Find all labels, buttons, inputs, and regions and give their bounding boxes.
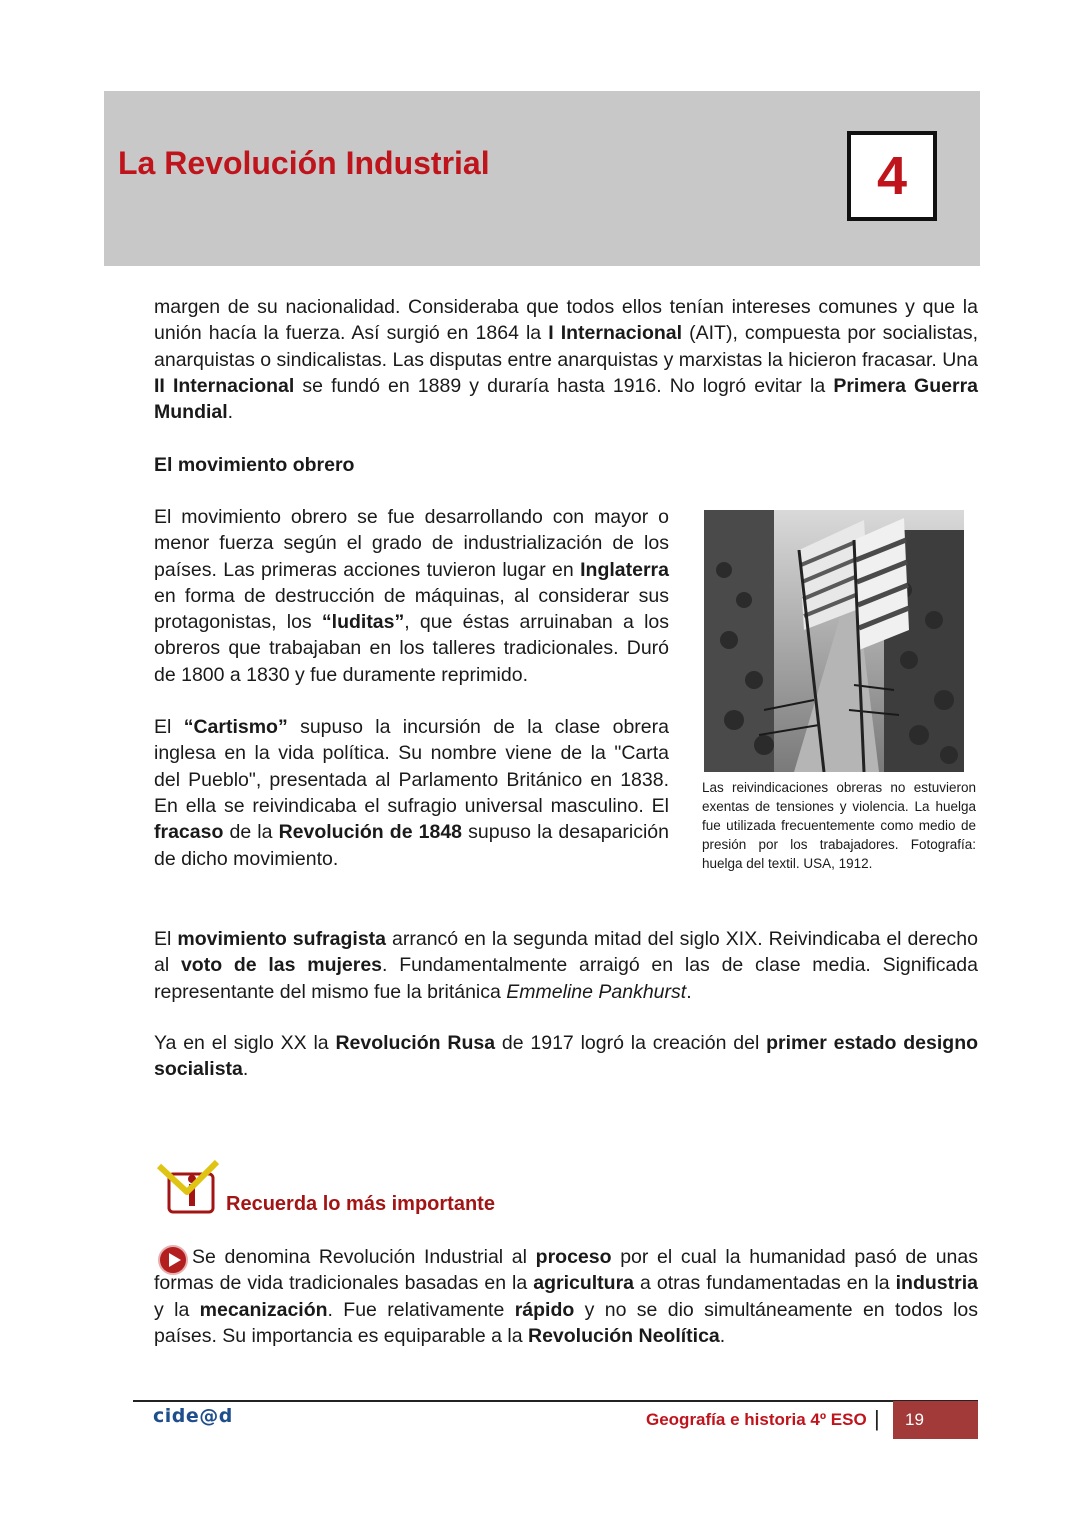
text-run: .: [227, 401, 234, 424]
text-run: El movimiento obrero se fue desarrollando con mayor o menor fuerza según el grado de industrialización de los países. Las primeras acciones tuvieron lugar en: [154, 506, 669, 581]
recuerda-title: Recuerda lo más importante: [226, 1193, 495, 1215]
text-run: El: [154, 716, 184, 739]
bold-term: I Internacional: [548, 322, 683, 345]
text-run: se fundó en 1889 y duraría hasta 1916. No logró evitar la: [294, 374, 834, 397]
intro-paragraph-block: [154, 294, 978, 425]
text-run: y no se dio simultáneamente en todos los países. Su importancia es equiparable a la: [154, 1298, 978, 1347]
bold-term: Revolución de 1848: [278, 821, 463, 844]
text-run: arrancó en la segunda mitad del siglo XIX. Reivindicaba el derecho al: [154, 928, 978, 977]
bold-term: “Cartismo”: [183, 716, 288, 739]
text-run: Se denomina Revolución Industrial al: [192, 1246, 536, 1268]
text-run: por el cual la humanidad pasó de unas formas de vida tradicionales basadas en la: [154, 1246, 978, 1295]
italic-name: Emmeline Pankhurst: [506, 980, 687, 1003]
bold-term: voto de las mujeres: [180, 954, 383, 977]
bold-term: movimiento sufragista: [177, 928, 387, 950]
chapter-number: 4: [876, 146, 908, 206]
text-run: . Fundamentalmente arraigó en las de clase media. Significada representante del mismo fue la británica: [154, 954, 978, 1003]
bold-term: II Internacional: [154, 374, 295, 397]
bold-term: Revolución Neolítica: [527, 1324, 720, 1347]
page-number: 19: [905, 1410, 924, 1429]
text-run: y la: [154, 1298, 200, 1321]
section-heading: El movimiento obrero: [154, 454, 355, 476]
text-run: .: [686, 980, 692, 1003]
paragraph-sufragista: [154, 926, 978, 1005]
bold-term: proceso: [535, 1246, 612, 1268]
section-heading-block: [154, 452, 978, 478]
text-run: supuso la desaparición de dicho movimiento.: [154, 821, 669, 870]
text-run: (AIT), compuesta por socialistas, anarquistas o sindicalistas. Las disputas entre anarquistas y marxistas la hicieron fracasar. Una: [154, 322, 978, 371]
text-run: .: [719, 1324, 726, 1347]
bold-term: Inglaterra: [580, 558, 669, 581]
text-run: . Fue relativamente: [327, 1298, 515, 1321]
text-run: Ya en el siglo XX la: [154, 1032, 336, 1054]
bold-term: rápido: [514, 1298, 575, 1321]
text-run: a otras fundamentadas en la: [634, 1272, 896, 1295]
bold-term: primer estado designo socialista: [154, 1032, 979, 1081]
intro-paragraph: [154, 294, 978, 425]
recuerda-block: [154, 1244, 978, 1349]
info-check-icon: [157, 1160, 221, 1218]
photo-caption: Las reivindicaciones obreras no estuvieron exentas de tensiones y violencia. La huelga fue utilizada frecuentemente como medio de presión por los trabajadores. Fotografía: huelga del textil. USA, 1912.: [702, 780, 976, 871]
text-run: en forma de destrucción de máquinas, al considerar sus protagonistas, los: [154, 584, 669, 634]
sufragista-block: [154, 926, 978, 1005]
paragraph-revolucion-rusa: [154, 1030, 978, 1083]
footer-divider: [133, 1400, 978, 1402]
page-number-box: [893, 1401, 978, 1439]
bold-term: agricultura: [533, 1272, 635, 1295]
strike-photo: [704, 510, 964, 772]
bold-term: Primera Guerra Mundial: [154, 374, 979, 424]
chapter-title: La Revolución Industrial: [118, 145, 490, 181]
text-run: de la: [223, 821, 279, 844]
bold-term: fracaso: [154, 821, 224, 844]
paragraph-cartismo: [154, 714, 669, 872]
chapter-header: [104, 91, 980, 266]
text-run: de 1917 logró la creación del: [495, 1032, 767, 1054]
footer-subject: Geografía e historia 4º ESO: [646, 1410, 867, 1429]
bold-term: mecanización: [199, 1298, 328, 1321]
bold-term: industria: [895, 1272, 978, 1295]
bold-term: Revolución Rusa: [335, 1032, 496, 1054]
text-run: , que éstas arruinaban a los obreros que trabajaban en los talleres tradicionales. Duró de 1800 a 1830 y fue duramente reprimido.: [154, 611, 670, 686]
text-run: .: [242, 1058, 249, 1081]
text-run: margen de su nacionalidad. Consideraba que todos ellos tenían intereses comunes y que la unión hacía la fuerza. Así surgió en 1864 la: [154, 296, 978, 345]
revolucion-rusa-block: [154, 1030, 978, 1083]
footer-separator: |: [874, 1406, 880, 1431]
paragraph-recuerda: [154, 1244, 978, 1349]
text-run: El: [154, 928, 178, 950]
chapter-number-box: [847, 131, 937, 221]
strike-photo-image: [704, 510, 964, 772]
text-run: supuso la incursión de la clase obrera inglesa en la vida política. Su nombre viene de la "Carta del Pueblo", presentada al Parlamento Británico en 1838. En ella se reivindicaba el sufragio universal masculino. El: [154, 716, 669, 817]
bold-term: “luditas”: [321, 611, 405, 634]
cidead-logo: cide@d: [153, 1405, 233, 1427]
paragraph-movimiento-obrero: [154, 504, 669, 688]
left-column: [154, 504, 669, 872]
